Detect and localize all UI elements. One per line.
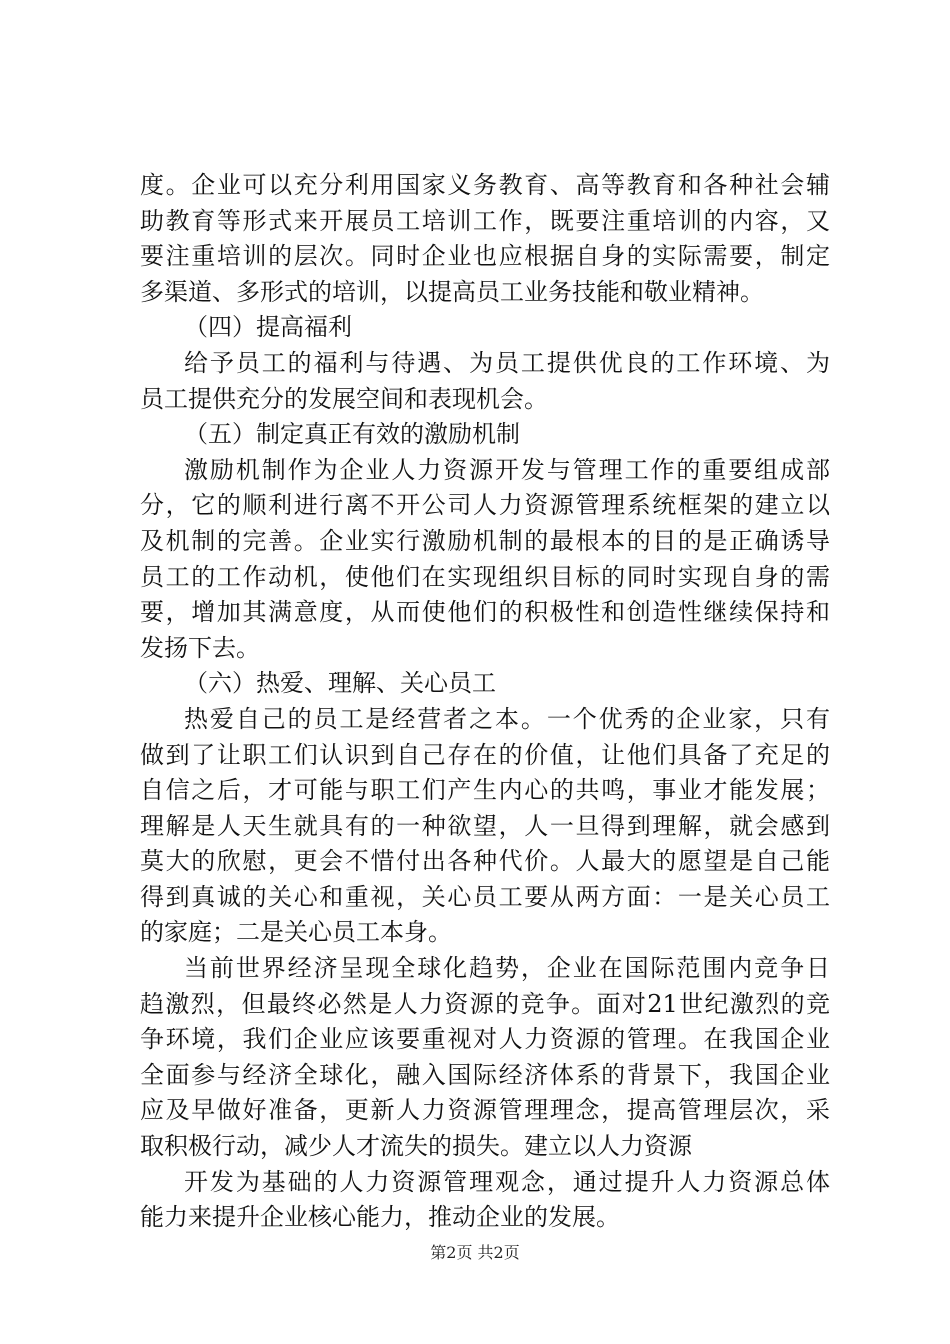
page-footer (0, 1243, 950, 1263)
body-text-line: 度。企业可以充分利用国家义务教育、高等教育和各种社会辅 (140, 171, 830, 199)
body-text-line: 全面参与经济全球化，融入国际经济体系的背景下，我国企业 (140, 1060, 830, 1089)
body-text-line: 取积极行动，减少人才流失的损失。建立以人力资源 (140, 1132, 692, 1161)
body-text-line: 给予员工的福利与待遇、为员工提供优良的工作环境、为 (184, 348, 830, 377)
body-text-line: 热爱自己的员工是经营者之本。一个优秀的企业家，只有 (184, 704, 830, 733)
body-text-line: 发扬下去。 (140, 633, 260, 662)
body-text-line: 要，增加其满意度，从而使他们的积极性和创造性继续保持和 (140, 598, 830, 627)
page-number-label: 第2页 共2页 (430, 1243, 520, 1262)
body-text-line: 多渠道、多形式的培训，以提高员工业务技能和敬业精神。 (140, 277, 764, 306)
body-text-line: 争环境，我们企业应该要重视对人力资源的管理。在我国企业 (140, 1025, 830, 1054)
body-text-line: 自信之后，才可能与职工们产生内心的共鸣，事业才能发展； (140, 776, 830, 805)
body-text-line: 理解是人天生就具有的一种欲望，人一旦得到理解，就会感到 (140, 811, 830, 840)
body-text-line: 分，它的顺利进行离不开公司人力资源管理系统框架的建立以 (140, 491, 830, 520)
body-text-line: 的家庭；二是关心员工本身。 (140, 918, 452, 947)
body-text-line: 员工提供充分的发展空间和表现机会。 (140, 384, 548, 413)
body-text-line: 趋激烈，但最终必然是人力资源的竞争。面对21世纪激烈的竞 (140, 989, 830, 1018)
body-text-line: 及机制的完善。企业实行激励机制的最根本的目的是正确诱导 (140, 526, 830, 555)
section-heading: （五）制定真正有效的激励机制 (184, 420, 520, 449)
body-text-line: 做到了让职工们认识到自己存在的价值，让他们具备了充足的 (140, 740, 830, 769)
body-text-line: 当前世界经济呈现全球化趋势，企业在国际范围内竞争日 (184, 954, 830, 983)
body-text-line: 莫大的欣慰，更会不惜付出各种代价。人最大的愿望是自己能 (140, 847, 830, 876)
body-text-line: 助教育等形式来开展员工培训工作，既要注重培训的内容，又 (140, 206, 830, 235)
section-heading: （四）提高福利 (184, 313, 352, 342)
document-body (140, 168, 830, 1236)
section-heading: （六）热爱、理解、关心员工 (184, 669, 496, 698)
body-text-line: 开发为基础的人力资源管理观念，通过提升人力资源总体 (184, 1167, 830, 1196)
body-text-line: 得到真诚的关心和重视，关心员工要从两方面：一是关心员工 (140, 882, 830, 911)
body-text-line: 激励机制作为企业人力资源开发与管理工作的重要组成部 (184, 455, 830, 484)
body-text-line: 员工的工作动机，使他们在实现组织目标的同时实现自身的需 (140, 562, 830, 591)
body-text-line: 能力来提升企业核心能力，推动企业的发展。 (140, 1203, 620, 1232)
body-text-line: 应及早做好准备，更新人力资源管理理念，提高管理层次，采 (140, 1096, 830, 1125)
body-text-line: 要注重培训的层次。同时企业也应根据自身的实际需要，制定 (140, 242, 830, 271)
